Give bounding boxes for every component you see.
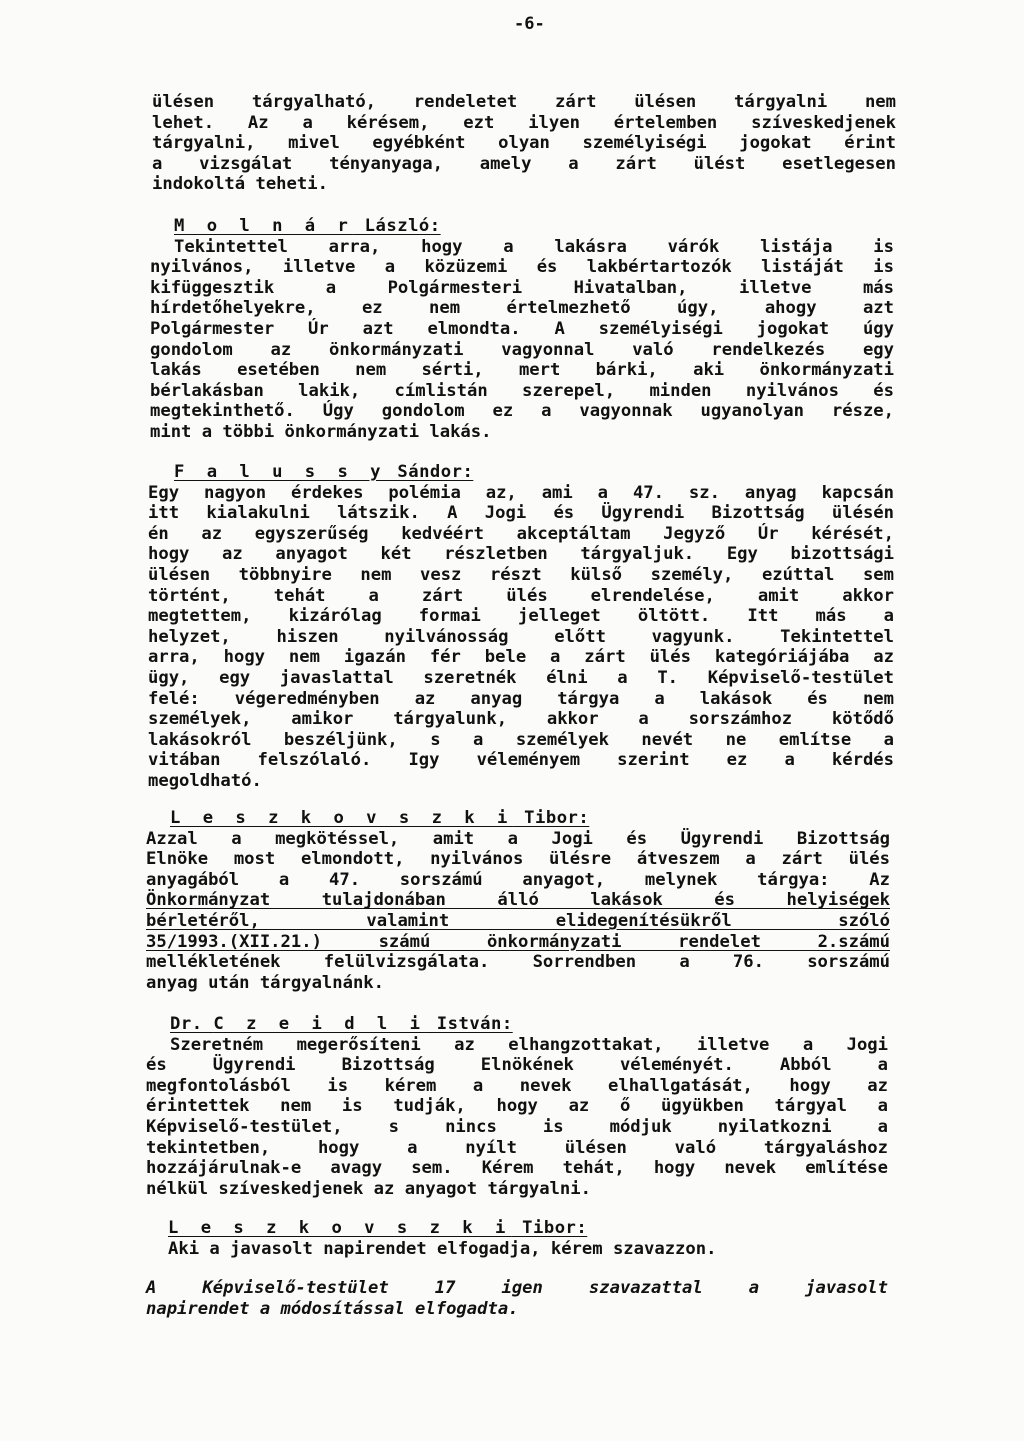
text-line: mint a többi önkormányzati lakás. [150,421,492,442]
text-line: itt kialakulni látszik. A Jogi és Ügyrendi Bizottság ülésén [148,503,894,524]
text-line: Elnöke most elmondott, nyilvános ülésre átveszem a zárt ülés [146,849,890,870]
text-line: Aki a javasolt napirendet elfogadja, kérem szavazzon. [168,1238,717,1259]
text-line: napirendet a módosítással elfogadta. [146,1298,519,1319]
page-number: -6- [514,14,545,34]
text-line: ülésen tárgyalható, rendeletet zárt ülésen tárgyalni nem [152,92,896,112]
text-line: nyilvános, illetve a közüzemi és lakbértartozók listáját is [150,257,894,278]
speaker-name: Dr. C z e i d l i István: [170,1014,513,1034]
text-line: Azzal a megkötéssel, amit a Jogi és Ügyrendi Bizottság [146,828,890,849]
text-line: Szeretném megerősíteni az elhangzottakat, illetve a Jogi [170,1034,888,1055]
speech-falussy-sandor [148,462,894,792]
text-line: lakás esetében nem sérti, mert bárki, aki önkormányzati [150,360,894,381]
text-line: ülésen többnyire nem vesz részt külső személy, ezúttal sem [148,564,894,585]
text-line: gondolom az önkormányzati vagyonnal való rendelkezés egy [150,339,894,360]
text-line: mellékletének felülvizsgálata. Sorrendben a 76. sorszámú [146,952,890,973]
text-line: Önkormányzat tulajdonában álló lakások és helyiségek [146,890,890,911]
resolution-statement [146,1278,888,1319]
text-line: anyagából a 47. sorszámú anyagot, melynek tárgya: Az [146,869,890,890]
text-line: személyek, amikor tárgyalunk, akkor a sorszámhoz kötődő [148,709,894,730]
speaker-name: F a l u s s y Sándor: [174,462,474,482]
text-line: megtekinthető. Úgy gondolom ez a vagyonnak ugyanolyan része, [150,401,894,422]
text-line: Képviselő-testület, s nincs is módjuk nyilatkozni a [146,1116,888,1137]
speaker-name: M o l n á r László: [174,216,441,236]
intro-paragraph [152,92,896,195]
text-line: érintettek nem is tudják, hogy az ő ügyükben tárgyal a [146,1096,888,1117]
text-line: hozzájárulnak-e avagy sem. Kérem tehát, hogy nevek említése [146,1158,888,1179]
speaker-name: L e s z k o v s z k i Tibor: [170,808,590,828]
text-line: én az egyszerűség kedvéért akceptáltam Jegyző Úr kérését, [148,523,894,544]
text-line: vitában felszólaló. Igy véleményem szerint ez a kérdés [148,750,894,771]
speech-leszkovszki-tibor-2 [168,1218,888,1259]
speech-leszkovszki-tibor-1 [146,808,890,993]
text-line: lehet. Az a kérésem, ezt ilyen értelemben szíveskedjenek [152,112,896,133]
text-line: Tekintettel arra, hogy a lakásra várók listája is [174,236,894,257]
text-line: kifüggesztik a Polgármesteri Hivatalban, illetve más [150,277,894,298]
speech-czeidli-istvan [146,1014,888,1199]
text-line: tekintetben, hogy a nyílt ülésen való tárgyaláshoz [146,1137,888,1158]
text-line: hogy az anyagot két részletben tárgyaljuk. Egy bizottsági [148,544,894,565]
speech-molnar-laszlo [150,216,894,443]
text-line: megoldható. [148,770,262,791]
text-line: felé: végeredményben az anyag tárgya a lakások és nem [148,688,894,709]
text-line: anyag után tárgyalnánk. [146,972,384,993]
text-line: bérletéről, valamint elidegenítésükről szóló [146,910,890,931]
text-line: 35/1993.(XII.21.) számú önkormányzati rendelet 2.számú [146,931,890,952]
text-line: lakásokról beszéljünk, s a személyek nevét ne említse a [148,729,894,750]
text-line: Egy nagyon érdekes polémia az, ami a 47. sz. anyag kapcsán [148,482,894,503]
text-line: Polgármester Úr azt elmondta. A személyiségi jogokat úgy [150,318,894,339]
text-line: hírdetőhelyekre, ez nem értelmezhető úgy, ahogy azt [150,298,894,319]
text-line: nélkül szíveskedjenek az anyagot tárgyalni. [146,1178,591,1199]
text-line: történt, tehát a zárt ülés elrendelése, amit akkor [148,585,894,606]
text-line: arra, hogy nem igazán fér bele a zárt ülés kategóriájába az [148,647,894,668]
text-line: és Ügyrendi Bizottság Elnökének véleményét. Abból a [146,1055,888,1076]
text-line: megfontolásból is kérem a nevek elhallgatását, hogy az [146,1075,888,1096]
text-line: helyzet, hiszen nyilvánosság előtt vagyunk. Tekintettel [148,626,894,647]
speaker-name: L e s z k o v s z k i Tibor: [168,1218,588,1238]
text-line: bérlakásban lakik, címlistán szerepel, minden nyilvános és [150,380,894,401]
text-line: ügy, egy javaslattal szeretnék élni a T. Képviselő-testület [148,667,894,688]
text-line: A Képviselő-testület 17 igen szavazattal a javasolt [146,1278,888,1298]
text-line: megtettem, kizárólag formai jelleget öltött. Itt más a [148,606,894,627]
text-line: a vizsgálat tényanyaga, amely a zárt ülést esetlegesen [152,153,896,174]
text-line: indokoltá teheti. [152,174,328,195]
text-line: tárgyalni, mivel egyébként olyan személyiségi jogokat érint [152,133,896,154]
